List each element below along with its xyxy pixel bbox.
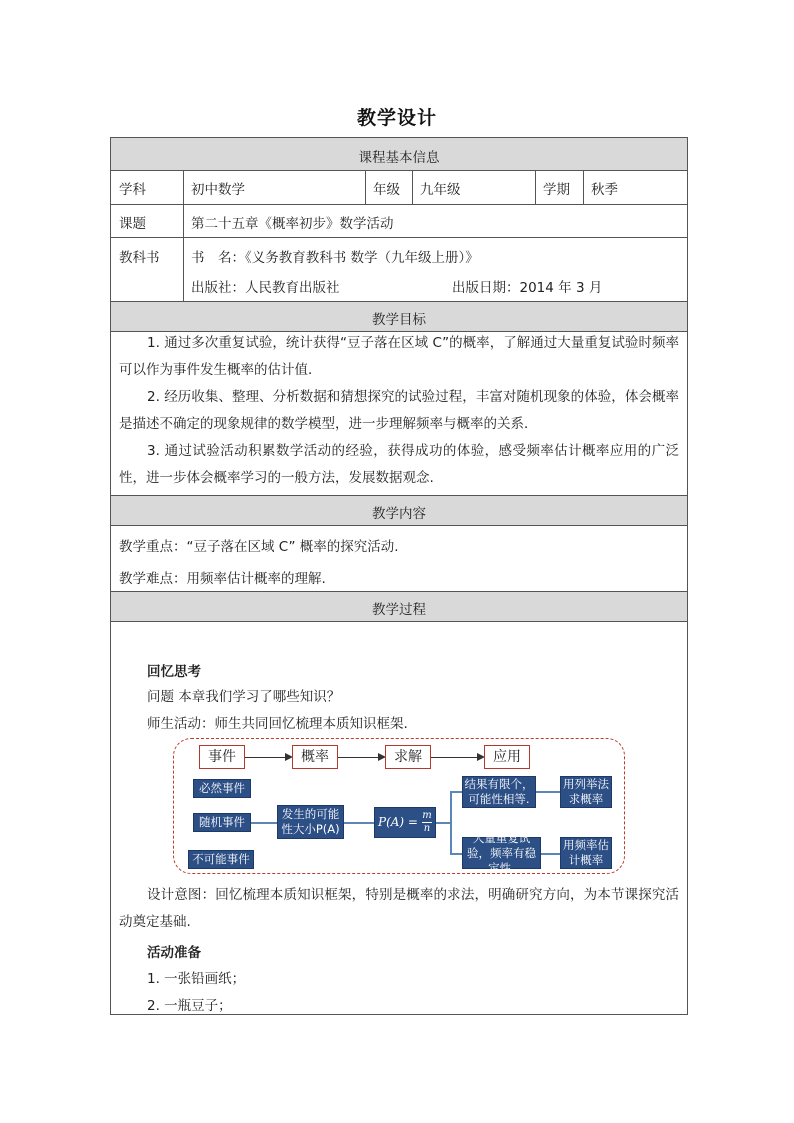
connector-line	[436, 822, 450, 824]
process-title: 教学过程	[372, 602, 426, 618]
connector-line	[536, 791, 560, 793]
arrow-icon	[431, 757, 483, 758]
difficulty: 教学难点：用频率估计概率的理解.	[119, 571, 326, 587]
method-frequency: 用频率估计概率	[560, 837, 612, 869]
formula-lhs: P(A) =	[378, 815, 418, 829]
box-solve: 求解	[385, 745, 431, 769]
textbook-label: 教科书	[119, 250, 160, 266]
condition-equal-likelihood: 结果有限个，可能性相等.	[462, 776, 536, 808]
grade-label: 年级	[373, 182, 400, 198]
lesson-plan-table	[110, 137, 688, 1015]
connector-line	[344, 822, 374, 824]
topic-label: 课题	[119, 216, 146, 232]
question: 问题 本章我们学习了哪些知识？	[147, 689, 341, 705]
connector-line	[541, 853, 560, 855]
arrow-icon	[245, 757, 291, 758]
connector-line	[450, 791, 462, 793]
topic-value: 第二十五章《概率初步》数学活动	[191, 216, 394, 232]
recall-heading: 回忆思考	[147, 664, 201, 680]
possibility-box: 发生的可能性大小P(A)	[277, 805, 344, 839]
knowledge-framework-diagram	[173, 738, 625, 874]
objective-1: 1. 通过多次重复试验，统计获得“豆子落在区域 C”的概率，了解通过大量重复试验时频率可以作为事件发生概率的估计值．	[119, 335, 679, 378]
publish-date: 出版日期：2014 年 3 月	[452, 280, 603, 296]
condition-repeated-trials: 大量重复试验，频率有稳定性.	[462, 837, 541, 869]
objectives-title: 教学目标	[372, 312, 426, 328]
box-apply: 应用	[484, 745, 530, 769]
objective-2: 2. 经历收集、整理、分析数据和猜想探究的试验过程，丰富对随机现象的体验，体会概率是描述不确定的现象规律的数学模型，进一步理解频率与概率的关系．	[119, 389, 679, 432]
activity: 师生活动：师生共同回忆梳理本质知识框架.	[147, 716, 408, 732]
textbook-name: 书 名：《义务教育教科书 数学（九年级上册）》	[191, 250, 479, 266]
subject-label: 学科	[119, 182, 146, 198]
design-intent: 设计意图：回忆梳理本质知识框架，特别是概率的求法，明确研究方向，为本节课探究活动奠定基础.	[119, 887, 679, 930]
probability-formula	[374, 807, 436, 838]
term-value: 秋季	[591, 182, 618, 198]
formula-denominator: n	[423, 823, 431, 834]
prep-item-2: 2. 一瓶豆子；	[147, 998, 232, 1014]
key-point: 教学重点：“豆子落在区域 C” 概率的探究活动.	[119, 539, 399, 555]
certain-event-box: 必然事件	[193, 779, 251, 798]
subject-value: 初中数学	[191, 182, 245, 198]
arrow-icon	[338, 757, 384, 758]
connector-line	[251, 822, 277, 824]
impossible-event-box: 不可能事件	[188, 850, 254, 869]
document-title: 教学设计	[356, 107, 437, 129]
random-event-box: 随机事件	[193, 813, 251, 832]
content-title: 教学内容	[372, 506, 426, 522]
box-probability: 概率	[292, 745, 338, 769]
prep-item-1: 1. 一张铅画纸；	[147, 971, 246, 987]
connector-line	[450, 791, 452, 855]
connector-line	[450, 853, 462, 855]
publisher: 出版社：人民教育出版社	[191, 280, 340, 296]
grade-value: 九年级	[420, 182, 461, 198]
term-label: 学期	[543, 182, 570, 198]
box-event: 事件	[199, 745, 245, 769]
formula-fraction	[422, 811, 432, 834]
formula-numerator: m	[422, 810, 432, 821]
prep-heading: 活动准备	[147, 945, 201, 961]
basic-info-title: 课程基本信息	[358, 150, 440, 166]
objective-3: 3. 通过试验活动积累数学活动的经验，获得成功的体验，感受频率估计概率应用的广泛性，进一步体会概率学习的一般方法，发展数据观念.	[119, 443, 679, 486]
method-enumeration: 用列举法求概率	[560, 776, 612, 808]
